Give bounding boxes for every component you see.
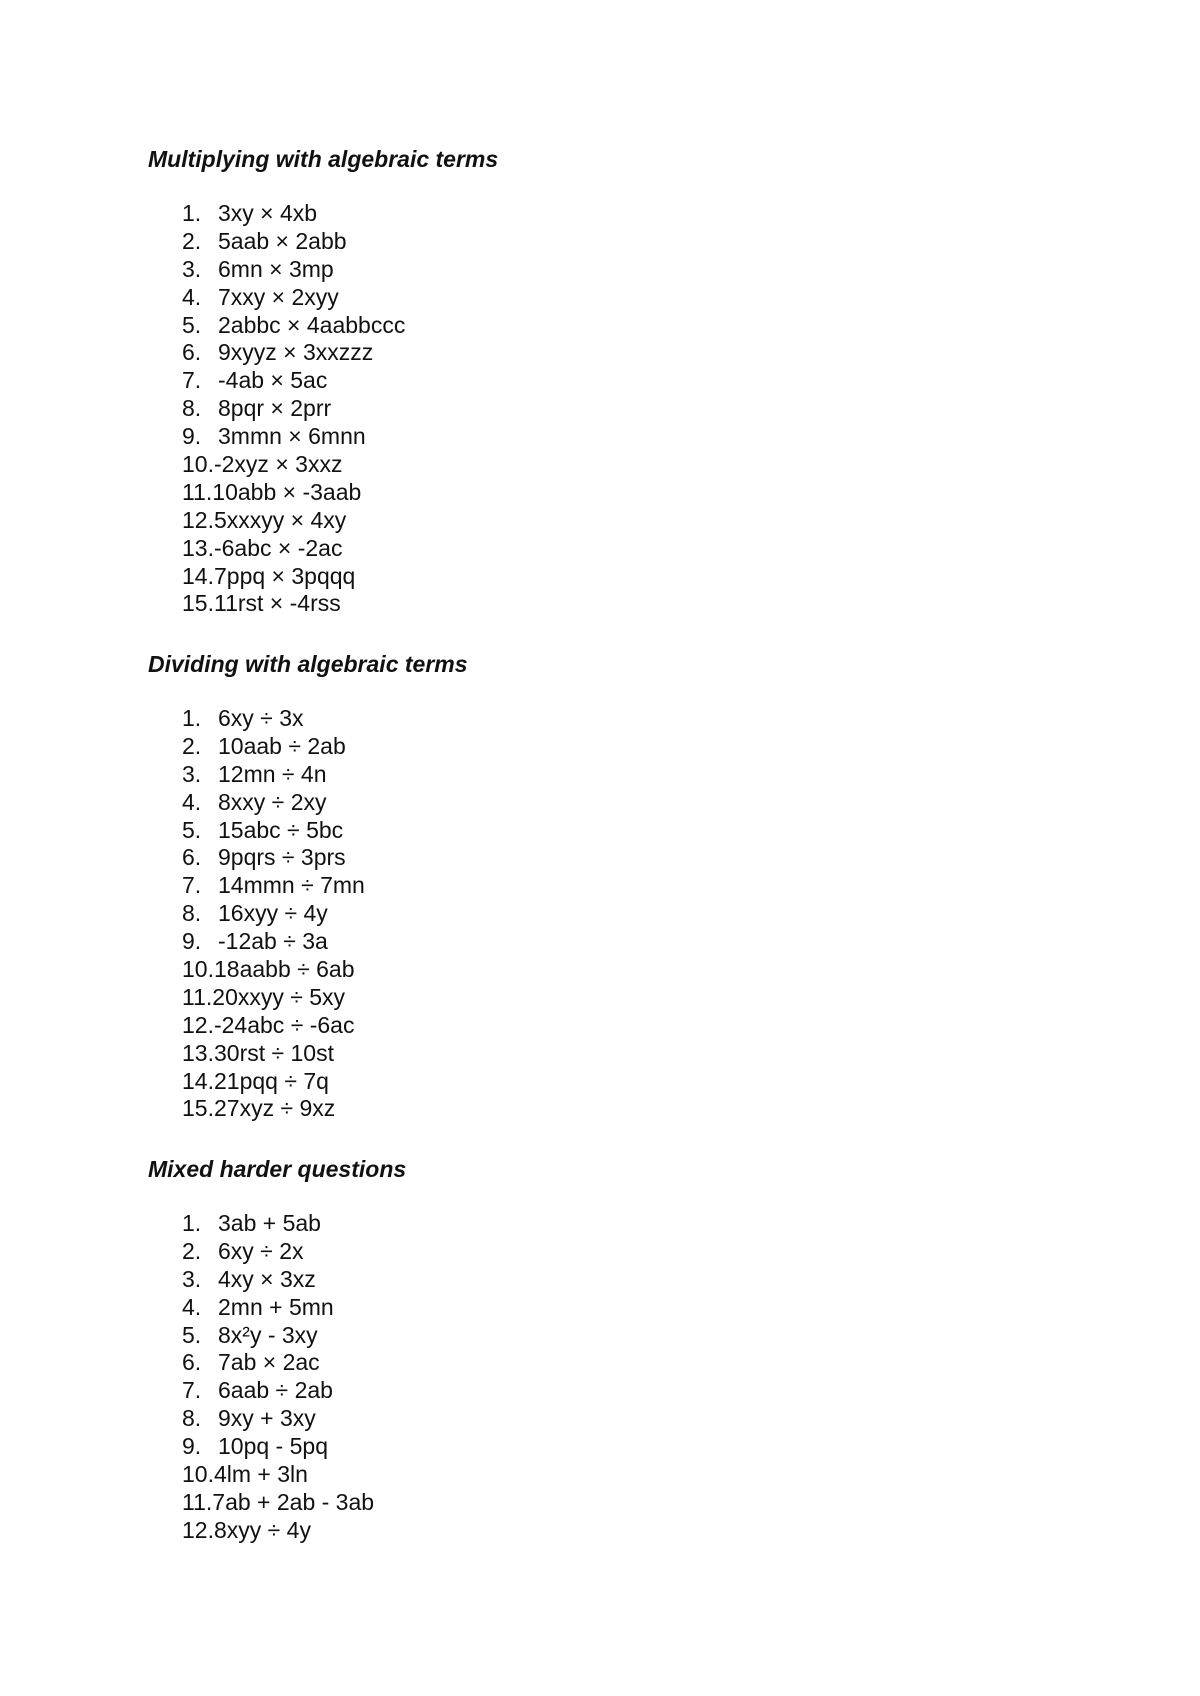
question-expression: 27xyz ÷ 9xz bbox=[213, 1095, 336, 1122]
question-item bbox=[182, 1461, 374, 1489]
question-number: 8. bbox=[182, 1405, 202, 1432]
question-item bbox=[182, 984, 365, 1012]
question-expression: 18aabb ÷ 6ab bbox=[213, 956, 355, 983]
question-number: 10. bbox=[182, 1461, 214, 1488]
question-item bbox=[182, 1238, 374, 1266]
question-expression: 10pq - 5pq bbox=[218, 1433, 328, 1460]
question-expression: 9xy + 3xy bbox=[218, 1405, 316, 1432]
question-expression: 2mn + 5mn bbox=[218, 1293, 334, 1320]
question-item bbox=[182, 339, 405, 367]
question-expression: 3mmn × 6mnn bbox=[218, 423, 366, 450]
question-number: 1. bbox=[182, 200, 202, 226]
question-number: 5. bbox=[182, 1321, 202, 1348]
question-number: 12. bbox=[182, 1011, 214, 1038]
question-item bbox=[182, 1012, 365, 1040]
question-expression: 9xyyz × 3xxzzz bbox=[218, 339, 374, 366]
question-number: 11. bbox=[182, 983, 213, 1010]
question-number: 10. bbox=[182, 956, 214, 983]
question-item bbox=[182, 872, 365, 900]
section-title: Multiplying with algebraic terms bbox=[148, 146, 499, 172]
question-item bbox=[182, 451, 405, 479]
question-item bbox=[182, 507, 405, 535]
question-item bbox=[182, 423, 405, 451]
question-item bbox=[182, 563, 405, 591]
question-expression: 7ab × 2ac bbox=[218, 1349, 320, 1376]
question-expression: 7ab + 2ab - 3ab bbox=[212, 1488, 375, 1515]
question-number: 14. bbox=[182, 562, 214, 589]
question-expression: 16xyy ÷ 4y bbox=[218, 900, 328, 927]
question-number: 6. bbox=[182, 339, 202, 366]
question-expression: 10abb × -3aab bbox=[212, 478, 362, 505]
question-item bbox=[182, 1349, 374, 1377]
question-list bbox=[182, 1210, 374, 1545]
question-item bbox=[182, 1489, 374, 1517]
question-number: 8. bbox=[182, 395, 202, 422]
question-number: 2. bbox=[182, 1237, 202, 1264]
question-expression: 30rst ÷ 10st bbox=[213, 1039, 334, 1066]
question-item bbox=[182, 1095, 365, 1123]
question-number: 6. bbox=[182, 844, 202, 871]
question-number: 5. bbox=[182, 816, 202, 843]
question-expression: -12ab ÷ 3a bbox=[218, 928, 328, 955]
question-item bbox=[182, 395, 405, 423]
question-item bbox=[182, 956, 365, 984]
question-expression: 8xxy ÷ 2xy bbox=[218, 788, 327, 815]
question-number: 9. bbox=[182, 423, 202, 450]
question-number: 2. bbox=[182, 227, 202, 254]
question-list bbox=[182, 200, 405, 618]
question-number: 6. bbox=[182, 1349, 202, 1376]
question-expression: 7ppq × 3pqqq bbox=[213, 562, 356, 589]
question-item bbox=[182, 1377, 374, 1405]
question-expression: 14mmn ÷ 7mn bbox=[218, 872, 365, 899]
question-expression: -2xyz × 3xxz bbox=[213, 451, 343, 478]
question-item bbox=[182, 844, 365, 872]
question-expression: 4lm + 3ln bbox=[213, 1461, 308, 1488]
question-item bbox=[182, 900, 365, 928]
question-number: 12. bbox=[182, 506, 214, 533]
question-number: 5. bbox=[182, 311, 202, 338]
section-multiplying bbox=[148, 145, 1048, 617]
question-item bbox=[182, 367, 405, 395]
question-number: 8. bbox=[182, 900, 202, 927]
question-number: 13. bbox=[182, 1039, 214, 1066]
question-expression: 21pqq ÷ 7q bbox=[213, 1067, 329, 1094]
question-number: 1. bbox=[182, 705, 202, 731]
question-number: 4. bbox=[182, 283, 202, 310]
question-item bbox=[182, 928, 365, 956]
question-item bbox=[182, 817, 365, 845]
question-expression: 6aab ÷ 2ab bbox=[218, 1377, 333, 1404]
question-expression: -24abc ÷ -6ac bbox=[213, 1011, 355, 1038]
section-title: Mixed harder questions bbox=[148, 1156, 407, 1182]
question-expression: 10aab ÷ 2ab bbox=[218, 732, 346, 759]
question-expression: 5xxxyy × 4xy bbox=[213, 506, 347, 533]
question-expression: 12mn ÷ 4n bbox=[218, 760, 327, 787]
question-number: 7. bbox=[182, 872, 202, 899]
question-item bbox=[182, 1068, 365, 1096]
question-expression: 4xy × 3xz bbox=[218, 1265, 316, 1292]
question-item bbox=[182, 1517, 374, 1545]
question-item bbox=[182, 590, 405, 618]
question-number: 10. bbox=[182, 451, 214, 478]
question-item bbox=[182, 1266, 374, 1294]
question-expression: 11rst × -4rss bbox=[213, 590, 341, 617]
question-item bbox=[182, 733, 365, 761]
question-number: 3. bbox=[182, 1265, 202, 1292]
question-number: 15. bbox=[182, 590, 214, 617]
question-expression: 6mn × 3mp bbox=[218, 255, 334, 282]
question-expression: 7xxy × 2xyy bbox=[218, 283, 339, 310]
question-expression: 20xxyy ÷ 5xy bbox=[212, 983, 346, 1010]
section-title: Dividing with algebraic terms bbox=[148, 651, 468, 677]
question-number: 9. bbox=[182, 928, 202, 955]
question-item bbox=[182, 284, 405, 312]
question-item bbox=[182, 1210, 374, 1238]
question-list bbox=[182, 705, 365, 1123]
question-item bbox=[182, 1040, 365, 1068]
question-item bbox=[182, 1405, 374, 1433]
question-item bbox=[182, 1294, 374, 1322]
question-expression: 8x²y - 3xy bbox=[218, 1321, 318, 1348]
question-item bbox=[182, 256, 405, 284]
question-item bbox=[182, 479, 405, 507]
question-number: 7. bbox=[182, 367, 202, 394]
question-number: 1. bbox=[182, 1210, 202, 1236]
question-expression: 3xy × 4xb bbox=[218, 200, 318, 226]
question-number: 4. bbox=[182, 788, 202, 815]
question-number: 3. bbox=[182, 255, 202, 282]
section-dividing bbox=[148, 650, 1048, 1122]
question-number: 14. bbox=[182, 1067, 214, 1094]
question-number: 11. bbox=[182, 1488, 213, 1515]
question-number: 7. bbox=[182, 1377, 202, 1404]
question-item bbox=[182, 535, 405, 563]
question-number: 2. bbox=[182, 732, 202, 759]
question-expression: -6abc × -2ac bbox=[213, 534, 343, 561]
question-number: 9. bbox=[182, 1433, 202, 1460]
question-item bbox=[182, 200, 405, 228]
question-expression: 2abbc × 4aabbccc bbox=[218, 311, 406, 338]
question-number: 3. bbox=[182, 760, 202, 787]
question-number: 11. bbox=[182, 478, 213, 505]
question-expression: 15abc ÷ 5bc bbox=[218, 816, 344, 843]
question-expression: 3ab + 5ab bbox=[218, 1210, 321, 1236]
question-item bbox=[182, 1322, 374, 1350]
question-expression: 8xyy ÷ 4y bbox=[213, 1516, 311, 1543]
question-expression: 5aab × 2abb bbox=[218, 227, 347, 254]
question-number: 4. bbox=[182, 1293, 202, 1320]
question-item bbox=[182, 705, 365, 733]
question-number: 12. bbox=[182, 1516, 214, 1543]
section-mixed bbox=[148, 1155, 1048, 1543]
question-expression: -4ab × 5ac bbox=[218, 367, 328, 394]
question-item bbox=[182, 789, 365, 817]
question-number: 13. bbox=[182, 534, 214, 561]
question-expression: 6xy ÷ 2x bbox=[218, 1237, 304, 1264]
question-expression: 6xy ÷ 3x bbox=[218, 705, 304, 731]
question-item bbox=[182, 1433, 374, 1461]
question-expression: 8pqr × 2prr bbox=[218, 395, 332, 422]
question-item bbox=[182, 761, 365, 789]
question-expression: 9pqrs ÷ 3prs bbox=[218, 844, 346, 871]
question-number: 15. bbox=[182, 1095, 214, 1122]
question-item bbox=[182, 312, 405, 340]
question-item bbox=[182, 228, 405, 256]
